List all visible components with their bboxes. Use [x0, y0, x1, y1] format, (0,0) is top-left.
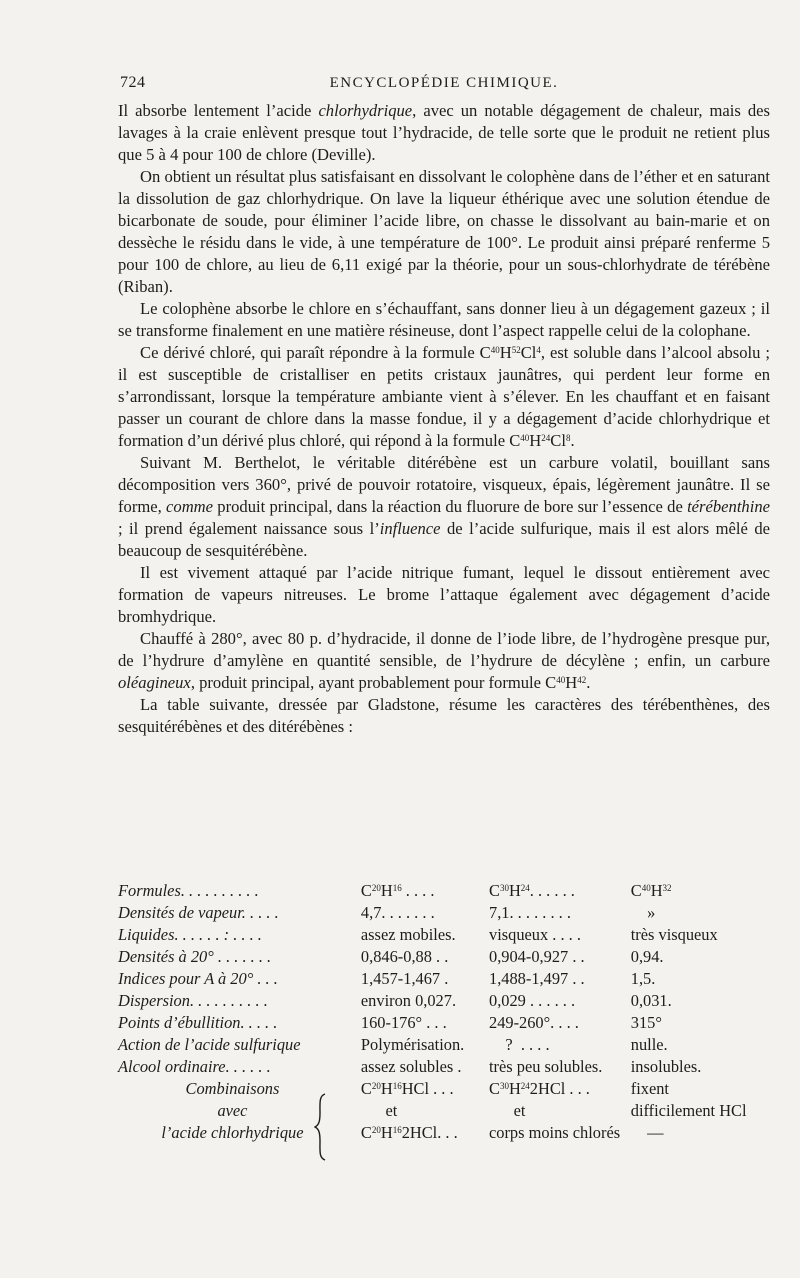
text-run: —: [630, 1123, 664, 1142]
text-run: H: [650, 881, 663, 900]
paragraph-p8: [118, 694, 770, 738]
superscript: 30: [499, 883, 509, 893]
text-run: H: [380, 1123, 393, 1142]
table-row: [118, 1034, 770, 1056]
text-run: C: [360, 881, 372, 900]
text-run: H: [508, 881, 521, 900]
property-value: [489, 880, 631, 902]
text-run: ; il prend également naissance sous l’: [118, 519, 380, 538]
text-run: insolubles.: [630, 1057, 702, 1076]
superscript: 30: [499, 1081, 509, 1091]
property-label: Alcool ordinaire. . . . . .: [118, 1057, 271, 1076]
property-value: [631, 924, 770, 946]
text-run: 2HCl . . .: [529, 1079, 590, 1098]
table-row-combination: [118, 1078, 770, 1100]
property-value: [361, 946, 489, 968]
paragraph-p6: [118, 562, 770, 628]
combination-label: Combinaisons: [185, 1079, 280, 1098]
superscript: 24: [520, 883, 530, 893]
combination-label: l’acide chlorhydrique: [161, 1123, 304, 1142]
combination-value: [489, 1100, 631, 1122]
table-row-combination: [118, 1100, 770, 1122]
paragraph-p3: [118, 298, 770, 342]
paragraph-p1: [118, 100, 770, 166]
superscript: 20: [371, 1081, 381, 1091]
page-header: [118, 74, 770, 96]
text-run: produit principal, dans la réaction du fluorure de bore sur l’essence de: [213, 497, 688, 516]
property-value: [631, 1012, 770, 1034]
text-run: Cl: [520, 343, 537, 362]
text-run: C: [489, 1079, 500, 1098]
text-run: 1,488-1,497 . .: [489, 969, 585, 988]
property-value: [631, 1034, 770, 1056]
combination-value: [631, 1122, 770, 1144]
superscript: 40: [556, 675, 566, 685]
properties-table: [118, 880, 770, 1144]
text-run: On obtient un résultat plus satisfaisant en dissolvant le colophène dans de l’éther et en saturant la dissolution de gaz chlorhydrique. On lave la liqueur éthérique avec une solution étendue de bicarbonate de soude, pour éliminer l’acide libre, on chasse le dissolvant au bain-marie et on dessèche le résidu dans le vide, à une température de 100°. Le produit ainsi préparé renferme 5 pour 100 de chlore, au lieu de 6,11 exigé par la théorie, pour un sous-chlorhydrate de térébène (Riban).: [118, 167, 770, 296]
text-run: »: [630, 903, 656, 922]
property-value: [631, 946, 770, 968]
property-value: [489, 946, 631, 968]
superscript: 40: [641, 883, 651, 893]
superscript: 20: [371, 883, 381, 893]
table-row: [118, 924, 770, 946]
text-run: 1,457-1,467 .: [360, 969, 449, 988]
property-value: [489, 1012, 631, 1034]
property-value: [361, 880, 489, 902]
superscript: 4: [536, 345, 541, 355]
table-row-combination: [118, 1122, 770, 1144]
text-run: , est soluble dans l’alcool absolu ; il est susceptible de cristalliser en petits cristaux jaunâtres, qui perdent leur forme en s’arrondissant, lorsque la température ambiante vient à s’élever. En les chauffant et en faisant passer un courant de chlore dans la masse fondue, il y a dégagement d’acide chlorhydrique et formation d’un dérivé plus chloré, qui répond à la formule C: [118, 343, 770, 450]
text-run: 315°: [630, 1013, 662, 1032]
superscript: 52: [511, 345, 521, 355]
text-run: 0,904-0,927 . .: [489, 947, 585, 966]
combination-value: [361, 1122, 489, 1144]
text-run: .: [570, 431, 575, 450]
text-run: H: [380, 1079, 393, 1098]
running-title: ENCYCLOPÉDIE CHIMIQUE.: [329, 75, 559, 91]
property-value: [361, 968, 489, 990]
text-run: C: [360, 1079, 372, 1098]
text-run: C: [489, 881, 500, 900]
property-value: [361, 1034, 489, 1056]
text-run: assez mobiles.: [360, 925, 456, 944]
text-run: Ce dérivé chloré, qui paraît répondre à la formule C: [140, 343, 491, 362]
property-label: Liquides. . . . . . : . . . .: [118, 925, 262, 944]
property-value: [361, 1012, 489, 1034]
text-run: , avec un notable dégagement de chaleur, mais des lavages à la craie enlèvent presque tout l’hydracide, de telle sorte que le produit ne retient plus que 5 à 4 pour 100 de chlore (Deville).: [118, 101, 770, 164]
property-label: Action de l’acide sulfurique: [118, 1035, 301, 1054]
text-run: 160-176° . . .: [360, 1013, 447, 1032]
text-run: Le colophène absorbe le chlore en s’échauffant, sans donner lieu à un dégagement gazeux ; il se transforme finalement en une matière résineuse, dont l’aspect rappelle celui de la colophane.: [118, 299, 770, 340]
combination-value: [489, 1078, 631, 1100]
property-value: [489, 902, 631, 924]
property-value: [489, 990, 631, 1012]
text-run: corps moins chlorés: [489, 1123, 621, 1142]
property-value: [489, 1034, 631, 1056]
combination-value: [361, 1100, 489, 1122]
property-value: [631, 902, 770, 924]
text-run: 0,846-0,88 . .: [360, 947, 449, 966]
italic-text: influence: [379, 519, 441, 538]
superscript: 16: [392, 883, 402, 893]
text-run: 249-260°. . . .: [489, 1013, 579, 1032]
combination-value: [631, 1100, 770, 1122]
text-run: H: [499, 343, 512, 362]
paragraph-p4: [118, 342, 770, 452]
text-run: fixent: [630, 1079, 669, 1098]
text-run: assez solubles .: [360, 1057, 462, 1076]
combination-value: [489, 1122, 631, 1144]
property-value: [489, 968, 631, 990]
text-run: H: [380, 881, 393, 900]
property-value: [631, 968, 770, 990]
property-label: Densités à 20° . . . . . . .: [118, 947, 272, 966]
superscript: 24: [541, 433, 551, 443]
table-row: [118, 1012, 770, 1034]
superscript: 40: [520, 433, 530, 443]
combination-value: [361, 1078, 489, 1100]
text-run: Il absorbe lentement l’acide: [118, 101, 319, 120]
text-run: Chauffé à 280°, avec 80 p. d’hydracide, il donne de l’iode libre, de l’hydrogène presque pur, de l’hydrure d’amylène en quantité sensible, de l’hydrure de décylène ; enfin, un carbure: [118, 629, 770, 670]
italic-text: chlorhydrique: [318, 101, 413, 120]
property-label: Formules. . . . . . . . . .: [118, 881, 259, 900]
superscript: 20: [371, 1125, 381, 1135]
text-run: HCl . . .: [401, 1079, 454, 1098]
property-value: [361, 990, 489, 1012]
text-run: 0,029 . . . . . .: [489, 991, 576, 1010]
text-run: et: [360, 1101, 398, 1120]
text-run: et: [489, 1101, 526, 1120]
body-text: [118, 100, 770, 738]
superscript: 8: [565, 433, 571, 443]
text-run: 1,5.: [630, 969, 656, 988]
superscript: 42: [577, 675, 587, 685]
property-value: [361, 924, 489, 946]
property-value: [361, 1056, 489, 1078]
property-label: Dispersion. . . . . . . . . .: [118, 991, 268, 1010]
text-run: La table suivante, dressée par Gladstone, résume les caractères des térébenthènes, des sesquitérébènes et des ditérébènes :: [118, 695, 770, 736]
combination-label: avec: [217, 1101, 248, 1120]
text-run: 0,94.: [630, 947, 664, 966]
property-value: [631, 880, 770, 902]
text-run: H: [565, 673, 578, 692]
property-value: [631, 1056, 770, 1078]
table-row: [118, 880, 770, 902]
text-run: 2HCl. . .: [401, 1123, 458, 1142]
superscript: 16: [392, 1081, 402, 1091]
text-run: 4,7. . . . . . .: [360, 903, 435, 922]
text-run: très peu solubles.: [489, 1057, 603, 1076]
property-value: [489, 1056, 631, 1078]
combination-value: [631, 1078, 770, 1100]
text-run: C: [360, 1123, 372, 1142]
superscript: 40: [490, 345, 500, 355]
text-run: très visqueux: [630, 925, 718, 944]
superscript: 24: [520, 1081, 530, 1091]
text-run: . . . .: [401, 881, 435, 900]
paragraph-p5: [118, 452, 770, 562]
table-row: [118, 1056, 770, 1078]
text-run: 0,031.: [630, 991, 672, 1010]
property-label: Indices pour A à 20° . . .: [118, 969, 278, 988]
page-number: 724: [120, 74, 146, 91]
text-run: Polymérisation.: [360, 1035, 465, 1054]
text-run: nulle.: [630, 1035, 668, 1054]
text-run: Il est vivement attaqué par l’acide nitrique fumant, lequel le dissout entièrement avec formation de vapeurs nitreuses. Le brome l’attaque également avec dégagement d’acide bromhydrique.: [118, 563, 770, 626]
brace-glyph: [314, 1093, 328, 1161]
text-run: , produit principal, ayant probablement pour formule C: [190, 673, 557, 692]
property-label: Points d’ébullition. . . . .: [118, 1013, 278, 1032]
property-value: [489, 924, 631, 946]
table-row: [118, 968, 770, 990]
text-run: visqueux . . . .: [489, 925, 581, 944]
property-value: [631, 990, 770, 1012]
paragraph-p2: [118, 166, 770, 298]
text-run: ? . . . .: [489, 1035, 550, 1054]
property-value: [361, 902, 489, 924]
italic-text: oléagineux: [118, 673, 191, 692]
superscript: 16: [392, 1125, 402, 1135]
italic-text: comme: [166, 497, 214, 516]
property-label: Densités de vapeur. . . . .: [118, 903, 279, 922]
table-row: [118, 902, 770, 924]
text-run: H: [529, 431, 542, 450]
text-run: 7,1. . . . . . . .: [489, 903, 571, 922]
text-run: C: [630, 881, 642, 900]
text-run: H: [508, 1079, 521, 1098]
text-run: de l’acide sulfurique, mais il est alors mêlé de beaucoup de sesquitérébène.: [118, 519, 770, 560]
paragraph-p7: [118, 628, 770, 694]
text-run: . . . . . .: [529, 881, 575, 900]
italic-text: térébenthine: [687, 497, 770, 516]
table-row: [118, 946, 770, 968]
text-run: difficilement HCl: [630, 1101, 747, 1120]
superscript: 32: [662, 883, 672, 893]
text-run: .: [586, 673, 591, 692]
text-run: Suivant M. Berthelot, le véritable ditérébène est un carbure volatil, bouillant sans décomposition vers 360°, privé de pouvoir rotatoire, visqueux, épais, légèrement jaunâtre. Il se forme,: [118, 453, 770, 516]
table-row: [118, 990, 770, 1012]
text-run: Cl: [550, 431, 566, 450]
text-run: environ 0,027.: [360, 991, 457, 1010]
